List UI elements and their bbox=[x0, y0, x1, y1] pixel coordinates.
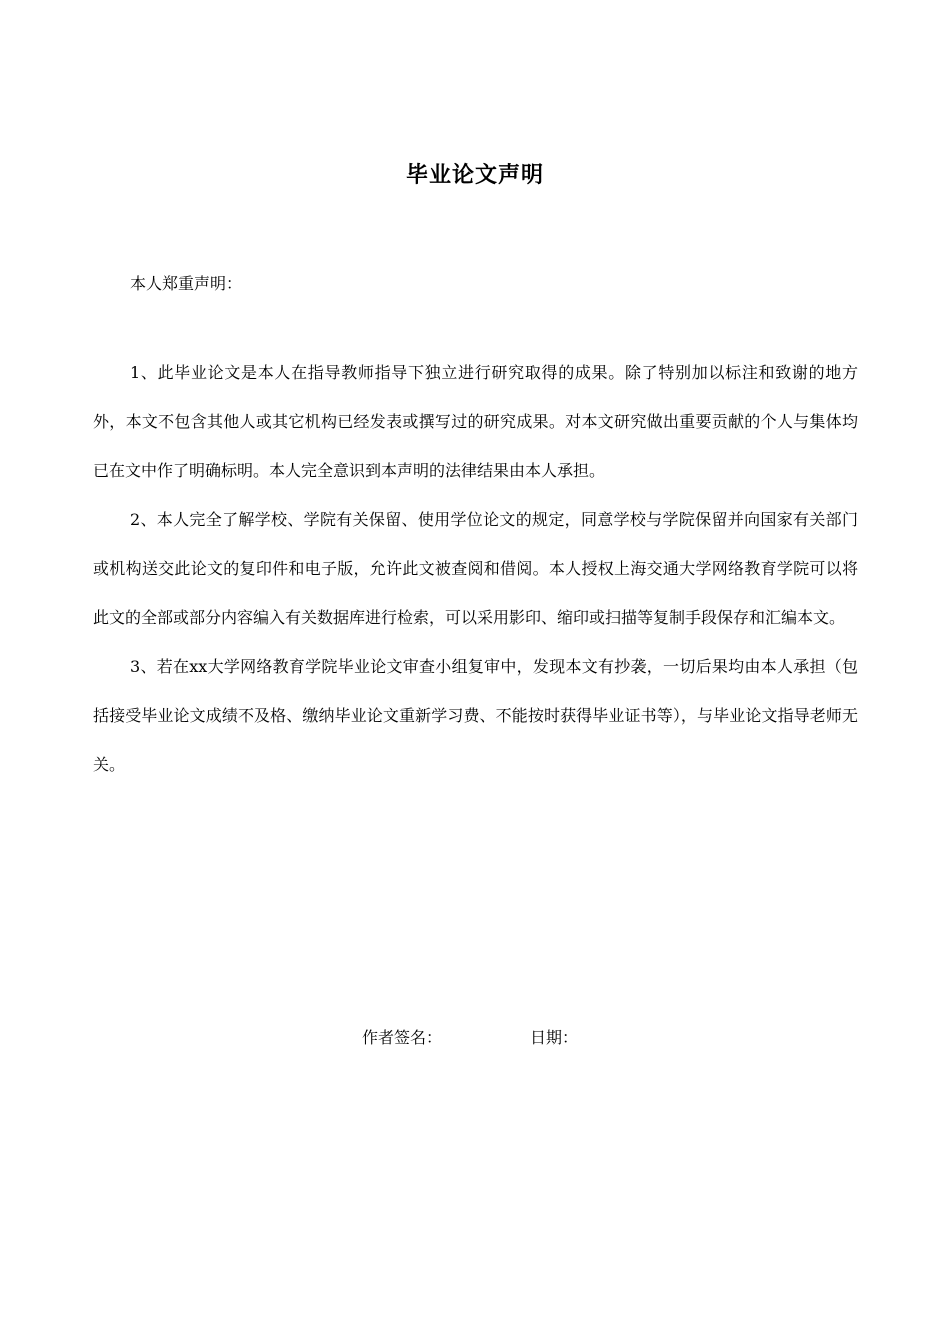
declaration-paragraph-3: 3、若在xx大学网络教育学院毕业论文审查小组复审中，发现本文有抄袭，一切后果均由本人承担（包括接受毕业论文成绩不及格、缴纳毕业论文重新学习费、不能按时获得毕业证书等），与毕业论文指导老师无关。 bbox=[93, 657, 858, 774]
author-signature-label: 作者签名： bbox=[362, 1028, 443, 1047]
declaration-paragraph-1: 1、此毕业论文是本人在指导教师指导下独立进行研究取得的成果。除了特别加以标注和致谢的地方外，本文不包含其他人或其它机构已经发表或撰写过的研究成果。对本文研究做出重要贡献的个人与集体均已在文中作了明确标明。本人完全意识到本声明的法律结果由本人承担。 bbox=[93, 363, 858, 480]
intro-statement: 本人郑重声明： bbox=[130, 274, 243, 293]
document-title: 毕业论文声明 bbox=[405, 163, 544, 188]
signature-row bbox=[362, 1026, 578, 1050]
declaration-paragraph-2: 2、本人完全了解学校、学院有关保留、使用学位论文的规定，同意学校与学院保留并向国家有关部门或机构送交此论文的复印件和电子版，允许此文被查阅和借阅。本人授权上海交通大学网络教育学院可以将此文的全部或部分内容编入有关数据库进行检索，可以采用影印、缩印或扫描等复制手段保存和汇编本文。 bbox=[93, 510, 858, 627]
date-label: 日期： bbox=[530, 1028, 579, 1047]
declaration-body bbox=[93, 348, 858, 789]
